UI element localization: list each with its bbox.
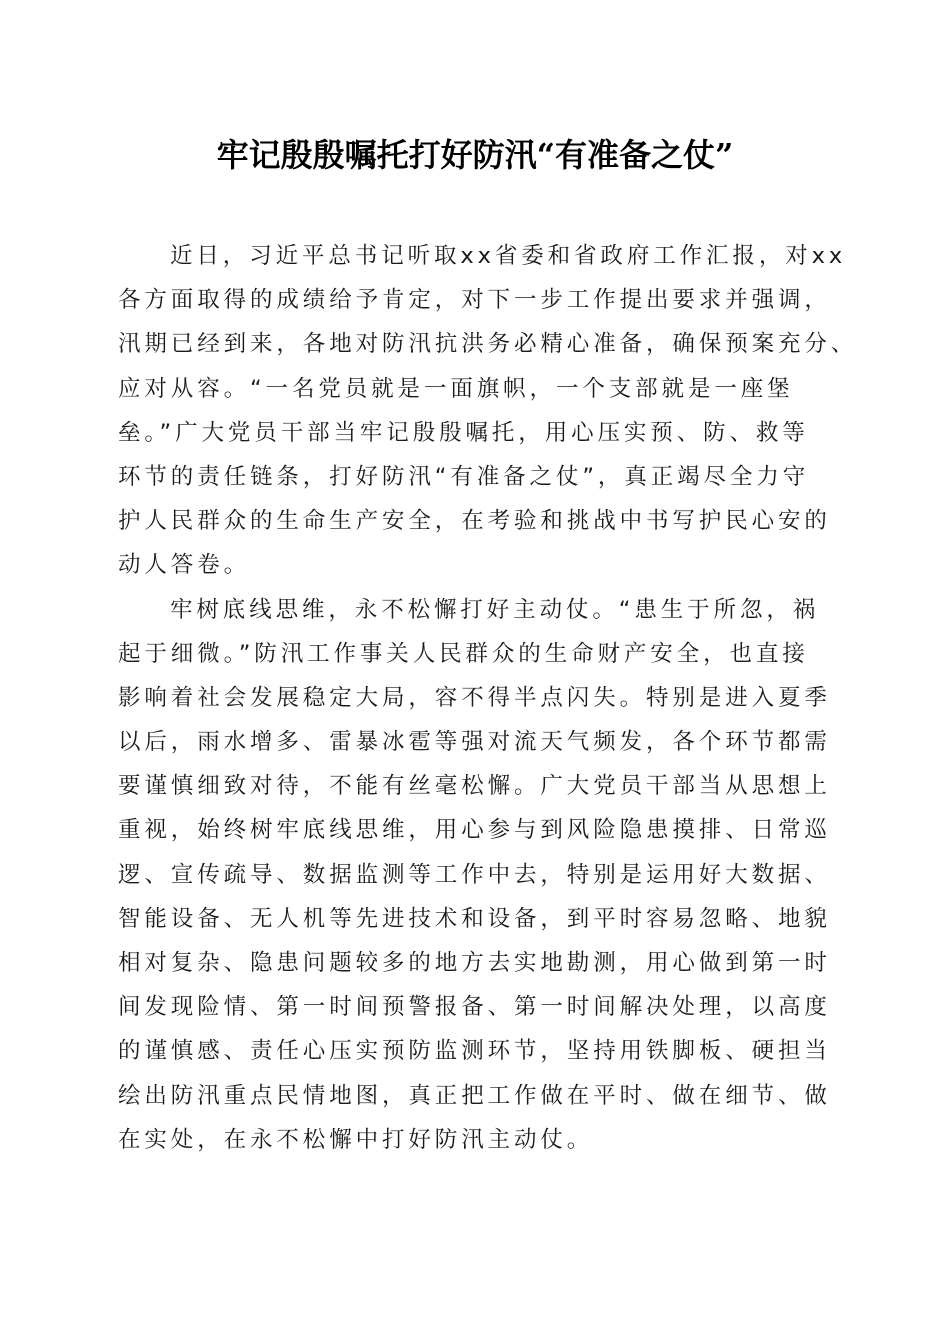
paragraph-2-line-8: 智能设备、无人机等先进技术和设备，到平时容易忽略、地貌 bbox=[118, 905, 831, 932]
paragraph-1-line-3: 汛期已经到来，各地对防汛抗洪务必精心准备，确保预案充分、 bbox=[118, 331, 858, 358]
paragraph-2-line-13: 在实处，在永不松懈中打好防汛主动仗。 bbox=[118, 1126, 594, 1153]
paragraph-2-line-12: 绘出防汛重点民情地图，真正把工作做在平时、做在细节、做 bbox=[118, 1082, 831, 1109]
paragraph-2-line-9: 相对复杂、隐患问题较多的地方去实地勘测，用心做到第一时 bbox=[118, 950, 831, 976]
paragraph-2-line-6: 重视，始终树牢底线思维，用心参与到风险隐患摸排、日常巡 bbox=[118, 817, 831, 844]
paragraph-1-line-1: 近日，习近平总书记听取xx省委和省政府工作汇报，对xx bbox=[170, 243, 847, 269]
paragraph-2-line-11: 的谨慎感、责任心压实预防监测环节，坚持用铁脚板、硬担当 bbox=[118, 1038, 831, 1065]
paragraph-1-line-8: 动人答卷。 bbox=[118, 552, 251, 579]
paragraph-2-line-1: 牢树底线思维，永不松懈打好主动仗。“患生于所忽，祸 bbox=[170, 596, 820, 623]
paragraph-2-line-2: 起于细微。”防汛工作事关人民群众的生命财产安全，也直接 bbox=[118, 640, 809, 667]
paragraph-2-line-4: 以后，雨水增多、雷暴冰雹等强对流天气频发，各个环节都需 bbox=[118, 729, 831, 756]
paragraph-1-line-4: 应对从容。“一名党员就是一面旗帜，一个支部就是一座堡 bbox=[118, 375, 794, 402]
document-body bbox=[118, 234, 858, 1162]
paragraph-1-line-7: 护人民群众的生命生产安全，在考验和挑战中书写护民心安的 bbox=[118, 508, 831, 535]
paragraph-1-line-6: 环节的责任链条，打好防汛“有准备之仗”，真正竭尽全力守 bbox=[118, 463, 810, 490]
paragraph-2-line-3: 影响着社会发展稳定大局，容不得半点闪失。特别是进入夏季 bbox=[118, 684, 831, 711]
paragraph-1-line-5: 垒。”广大党员干部当牢记殷殷嘱托，用心压实预、防、救等 bbox=[118, 419, 809, 446]
document-title: 牢记殷殷嘱托打好防汛“有准备之仗” bbox=[216, 136, 734, 174]
paragraph-1-line-2: 各方面取得的成绩给予肯定，对下一步工作提出要求并强调， bbox=[118, 287, 831, 314]
paragraph-2-line-5: 要谨慎细致对待，不能有丝毫松懈。广大党员干部当从思想上 bbox=[118, 773, 831, 800]
paragraph-2-line-7: 逻、宣传疏导、数据监测等工作中去，特别是运用好大数据、 bbox=[118, 861, 831, 888]
paragraph-2-line-10: 间发现险情、第一时间预警报备、第一时间解决处理，以高度 bbox=[118, 994, 831, 1021]
